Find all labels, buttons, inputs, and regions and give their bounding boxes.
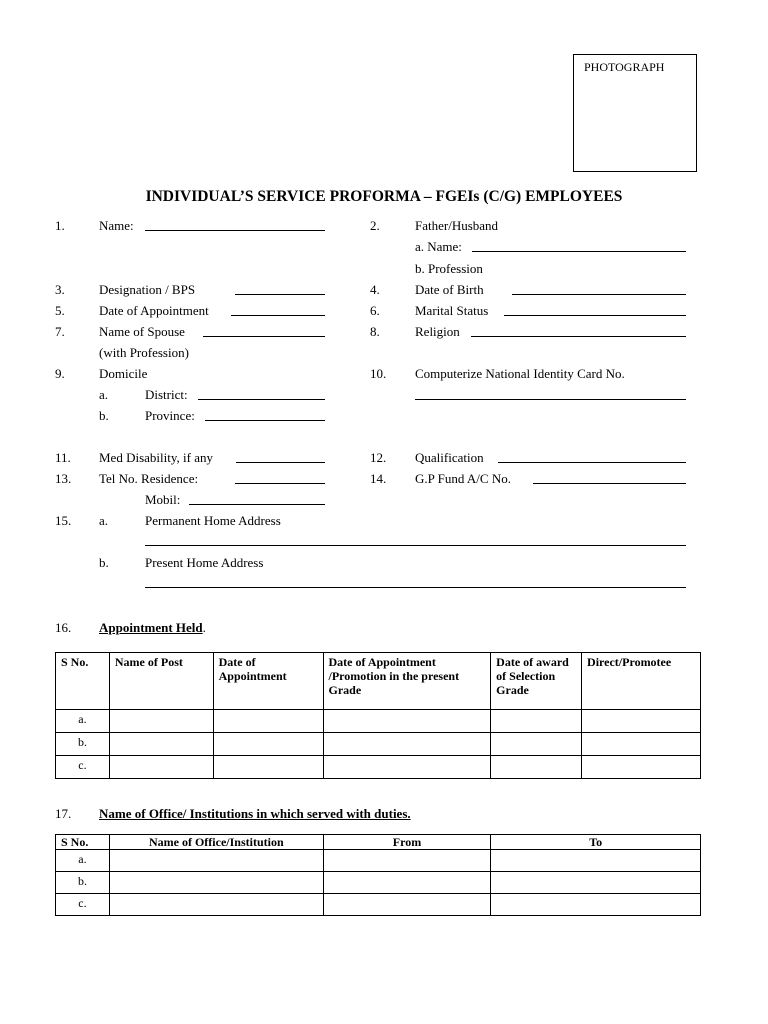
table-row <box>56 733 701 756</box>
field-5-number: 5. <box>55 303 65 318</box>
designation-field[interactable] <box>235 294 325 295</box>
col-header-office-institution: Name of Office/Institution <box>109 835 323 850</box>
col-header-selection-grade-date: Date of award of Selection Grade <box>491 653 582 710</box>
table-cell[interactable] <box>109 710 213 733</box>
field-3-number: 3. <box>55 282 65 297</box>
table-cell[interactable] <box>491 850 701 872</box>
table-cell[interactable] <box>582 733 701 756</box>
table-cell[interactable] <box>582 756 701 779</box>
name-label: Name: <box>99 218 134 233</box>
med-disability-label: Med Disability, if any <box>99 450 213 465</box>
row-label: a. <box>56 850 110 872</box>
mobile-field[interactable] <box>189 504 325 505</box>
spouse-profession-note: (with Profession) <box>99 345 189 360</box>
province-label: Province: <box>145 408 195 423</box>
spouse-field[interactable] <box>203 336 325 337</box>
table-cell[interactable] <box>323 710 491 733</box>
field-6-number: 6. <box>370 303 380 318</box>
father-husband-name-field[interactable] <box>472 251 686 252</box>
table-cell[interactable] <box>109 756 213 779</box>
offices-served-heading: Name of Office/ Institutions in which served with duties. <box>99 806 411 821</box>
table-row <box>56 894 701 916</box>
tel-residence-field[interactable] <box>235 483 325 484</box>
cnic-field[interactable] <box>415 399 686 400</box>
tel-residence-label: Tel No. Residence: <box>99 471 199 486</box>
photograph-box <box>573 54 697 172</box>
field-7-number: 7. <box>55 324 65 339</box>
district-letter: a. <box>99 387 109 402</box>
col-header-to: To <box>491 835 701 850</box>
table-cell[interactable] <box>323 872 491 894</box>
table-cell[interactable] <box>491 710 582 733</box>
gp-fund-label: G.P Fund A/C No. <box>415 471 511 486</box>
table-row <box>56 710 701 733</box>
father-husband-profession-label: b. Profession <box>415 261 483 276</box>
row-label: c. <box>56 756 110 779</box>
page-title: INDIVIDUAL’S SERVICE PROFORMA – FGEIs (C/G) EMPLOYEES <box>145 188 623 205</box>
field-15-number: 15. <box>55 513 72 528</box>
table-row <box>56 850 701 872</box>
table-cell[interactable] <box>491 894 701 916</box>
col-header-date-promotion-present-grade: Date of Appointment /Promotion in the present Grade <box>323 653 491 710</box>
offices-served-table <box>55 834 701 916</box>
col-header-date-of-appointment: Date of Appointment <box>213 653 323 710</box>
gp-fund-field[interactable] <box>533 483 686 484</box>
district-field[interactable] <box>198 399 325 400</box>
table-cell[interactable] <box>491 756 582 779</box>
table-cell[interactable] <box>323 733 491 756</box>
field-13-number: 13. <box>55 471 72 486</box>
date-of-birth-field[interactable] <box>512 294 686 295</box>
row-label: b. <box>56 733 110 756</box>
spouse-label: Name of Spouse <box>99 324 185 339</box>
present-address-letter: b. <box>99 555 109 570</box>
name-field[interactable] <box>145 230 325 231</box>
field-14-number: 14. <box>370 471 387 486</box>
district-label: District: <box>145 387 188 402</box>
appointment-held-heading-text: Appointment Held <box>99 620 203 635</box>
cnic-label: Computerize National Identity Card No. <box>415 366 625 381</box>
table-cell[interactable] <box>491 733 582 756</box>
table-cell[interactable] <box>491 872 701 894</box>
table-cell[interactable] <box>323 894 491 916</box>
table-cell[interactable] <box>213 756 323 779</box>
col-header-from: From <box>323 835 491 850</box>
permanent-address-letter: a. <box>99 513 109 528</box>
row-label: b. <box>56 872 110 894</box>
col-header-sno: S No. <box>56 653 110 710</box>
present-address-field[interactable] <box>145 587 686 588</box>
col-header-sno: S No. <box>56 835 110 850</box>
field-2-number: 2. <box>370 218 380 233</box>
section-17-number: 17. <box>55 806 72 821</box>
domicile-label: Domicile <box>99 366 148 381</box>
table-cell[interactable] <box>109 872 323 894</box>
province-letter: b. <box>99 408 109 423</box>
designation-label: Designation / BPS <box>99 282 196 297</box>
field-12-number: 12. <box>370 450 387 465</box>
appointment-held-heading <box>99 620 206 635</box>
med-disability-field[interactable] <box>236 462 325 463</box>
field-11-number: 11. <box>55 450 71 465</box>
offices-table-header-row <box>56 835 701 850</box>
permanent-address-label: Permanent Home Address <box>145 513 281 528</box>
field-8-number: 8. <box>370 324 380 339</box>
table-cell[interactable] <box>213 710 323 733</box>
religion-label: Religion <box>415 324 460 339</box>
field-1-number: 1. <box>55 218 65 233</box>
table-row <box>56 756 701 779</box>
col-header-name-of-post: Name of Post <box>109 653 213 710</box>
table-cell[interactable] <box>582 710 701 733</box>
row-label: a. <box>56 710 110 733</box>
field-10-number: 10. <box>370 366 387 381</box>
father-husband-name-label: a. Name: <box>415 239 462 254</box>
qualification-label: Qualification <box>415 450 484 465</box>
appointment-held-heading-period: . <box>202 620 206 635</box>
table-cell[interactable] <box>109 733 213 756</box>
father-husband-label: Father/Husband <box>415 218 499 233</box>
province-field[interactable] <box>205 420 325 421</box>
date-of-appointment-field[interactable] <box>231 315 325 316</box>
appointment-table <box>55 652 701 779</box>
col-header-direct-promotee: Direct/Promotee <box>582 653 701 710</box>
marital-status-field[interactable] <box>504 315 686 316</box>
religion-field[interactable] <box>471 336 686 337</box>
table-cell[interactable] <box>109 850 323 872</box>
field-9-number: 9. <box>55 366 65 381</box>
row-label: c. <box>56 894 110 916</box>
date-of-birth-label: Date of Birth <box>415 282 484 297</box>
field-4-number: 4. <box>370 282 380 297</box>
date-of-appointment-label: Date of Appointment <box>99 303 209 318</box>
table-cell[interactable] <box>323 756 491 779</box>
table-row <box>56 872 701 894</box>
present-address-label: Present Home Address <box>145 555 264 570</box>
permanent-address-field[interactable] <box>145 545 686 546</box>
marital-status-label: Marital Status <box>415 303 489 318</box>
table-cell[interactable] <box>109 894 323 916</box>
appointment-table-header-row <box>56 653 701 710</box>
table-cell[interactable] <box>213 733 323 756</box>
mobile-label: Mobil: <box>145 492 181 507</box>
qualification-field[interactable] <box>498 462 686 463</box>
section-16-number: 16. <box>55 620 72 635</box>
photograph-label: PHOTOGRAPH <box>584 60 665 74</box>
table-cell[interactable] <box>323 850 491 872</box>
